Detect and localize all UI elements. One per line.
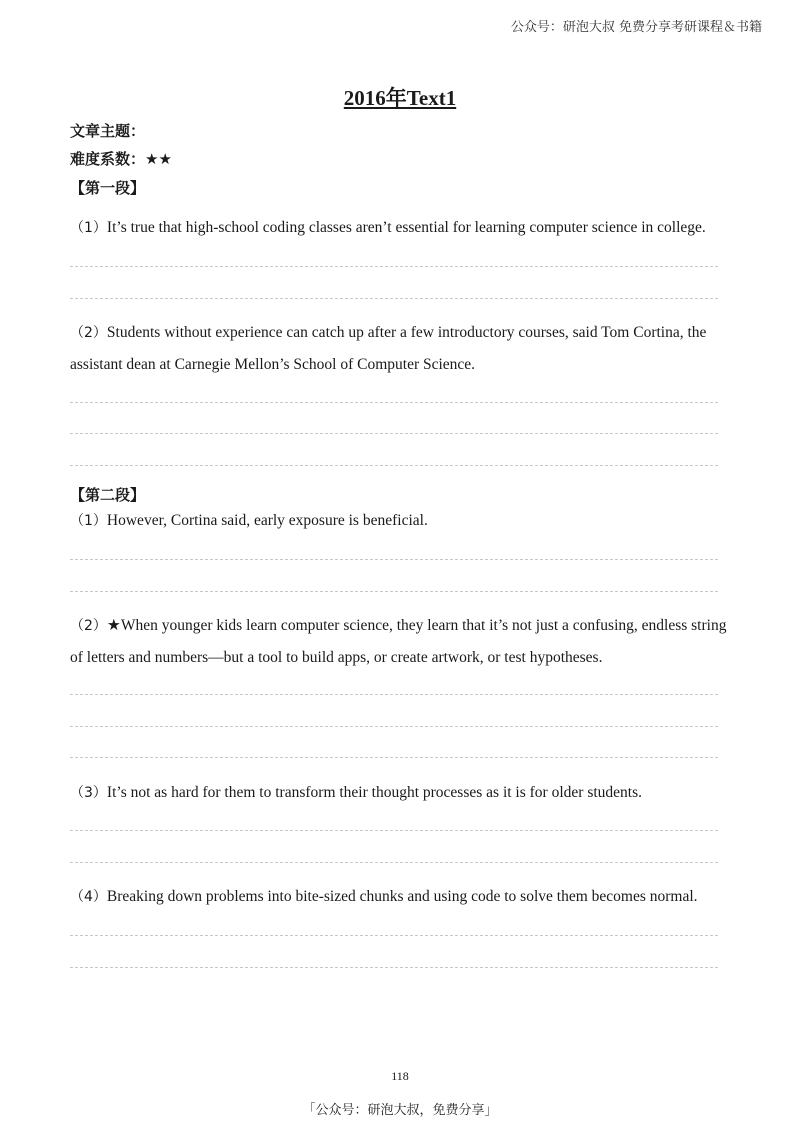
difficulty-label: 难度系数：★★: [70, 150, 172, 168]
section-heading-paragraph-1: 【第一段】: [70, 179, 146, 197]
sentence-number: （2）: [70, 618, 107, 634]
sentence-number: （2）: [70, 325, 107, 341]
sentence-p1-2: [70, 317, 734, 381]
sentence-p2-3: [70, 777, 734, 809]
article-theme-label: 文章主题：: [70, 122, 146, 140]
header-watermark-note: 公众号：研泡大叔 免费分享考研课程＆书籍: [510, 20, 762, 35]
sentence-text: It’s true that high-school coding classes aren’t essential for learning computer science in college.: [106, 219, 706, 236]
answer-line: [70, 830, 718, 831]
answer-line: [70, 757, 718, 758]
sentence-number: （3）: [70, 785, 107, 801]
sentence-p2-4: [70, 881, 734, 913]
answer-line: [70, 694, 718, 695]
answer-line: [70, 726, 718, 727]
sentence-number: （4）: [70, 889, 107, 905]
answer-line: [70, 559, 718, 560]
sentence-text: However, Cortina said, early exposure is beneficial.: [106, 512, 428, 529]
answer-line: [70, 402, 718, 403]
page-number: 118: [391, 1069, 409, 1083]
section-heading-paragraph-2: 【第二段】: [70, 486, 146, 504]
sentence-p1-1: [70, 212, 734, 244]
sentence-p2-1: [70, 505, 734, 537]
answer-line: [70, 935, 718, 936]
answer-line: [70, 967, 718, 968]
answer-line: [70, 298, 718, 299]
sentence-text: ★When younger kids learn computer science, they learn that it’s not just a confusing, endless string of letters and numbers—but a tool to build apps, or create artwork, or test hypotheses.: [70, 617, 727, 666]
answer-line: [70, 862, 718, 863]
sentence-number: （1）: [70, 220, 107, 236]
sentence-text: Breaking down problems into bite-sized chunks and using code to solve them becomes normal.: [106, 888, 698, 905]
footer-watermark-note: 「公众号：研泡大叔，免费分享」: [302, 1103, 498, 1118]
sentence-text: Students without experience can catch up after a few introductory courses, said Tom Cortina, the assistant dean at Carnegie Mellon’s School of Computer Science.: [70, 324, 707, 373]
page-title: 2016年Text1: [343, 86, 457, 110]
sentence-number: （1）: [70, 513, 107, 529]
answer-line: [70, 433, 718, 434]
answer-line: [70, 266, 718, 267]
sentence-text: It’s not as hard for them to transform their thought processes as it is for older students.: [106, 784, 642, 801]
answer-line: [70, 591, 718, 592]
answer-line: [70, 465, 718, 466]
sentence-p2-2: [70, 610, 734, 674]
